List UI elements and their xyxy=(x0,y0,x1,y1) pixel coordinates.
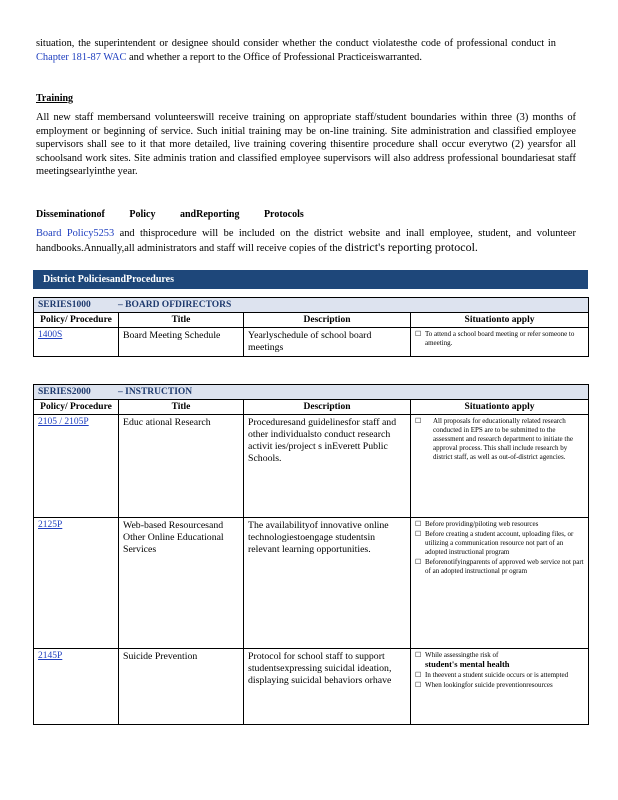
dissemination-heading: Disseminationof Policy andReporting Protocols xyxy=(36,209,304,220)
row-description: The availabilityof innovative online technologiestoengage studentsin relevant learning opportunities. xyxy=(244,518,411,649)
col-title: Title xyxy=(119,400,244,415)
series-code: SERIES2000 xyxy=(38,387,91,397)
bullet-box-icon: ☐ xyxy=(415,651,422,659)
situation-item: ☐ Before providing/piloting web resources xyxy=(415,520,539,528)
bullet-box-icon: ☐ xyxy=(415,520,422,528)
row-title: Suicide Prevention xyxy=(119,649,244,725)
training-heading: Training xyxy=(36,93,74,104)
situation-item: ☐ While assessingthe risk of student's mental health xyxy=(415,651,510,669)
policy-link[interactable]: 2105 / 2105P xyxy=(38,417,89,427)
training-paragraph: All new staff membersand volunteerswill receive training on appropriate staff/student boundaries within three (3) months of employment or beginning of service. Such initial training may be on-line training. Site administration and classified employee supervisors shall see to it that more detailed, live training covering thisentire procedure shall occur everytwo (2) yearsfor all schoolsand work sites. Site adminis tration and classified employee supervisors will also address professional boundariesat staff meetingsearlyinthe year. xyxy=(36,112,576,178)
table-row xyxy=(34,415,589,518)
bullet-box-icon: ☐ xyxy=(415,330,422,338)
policy-link[interactable]: 2145P xyxy=(38,651,63,661)
bullet-box-icon: ☐ xyxy=(415,558,422,566)
situation-item: ☐ Before creating a student account, uploading files, or utilizing a communication resource not part of an adopted instructional program xyxy=(415,530,574,556)
situation-item: ☐ Beforenotifyingparents of approved web service not part of an adopted instructional pr ogram xyxy=(415,558,584,575)
bullet-box-icon: ☐ xyxy=(415,417,422,425)
row-situations xyxy=(411,415,589,518)
series1000-table xyxy=(33,297,589,357)
table-row xyxy=(34,518,589,649)
situation-item: ☐ All proposals for educationally related research conducted in EPS are to be submitted to the assessment and research department to initiate the approval process. This shall include research by district staff, as well as out-of-district agencies. xyxy=(415,417,573,461)
board-policy-link[interactable]: Board Policy5253 xyxy=(36,228,115,239)
column-headers xyxy=(34,400,589,415)
wac-chapter-link[interactable]: Chapter 181-87 WAC xyxy=(36,51,127,63)
intro-text-1: situation, the superintendent or designee should consider whether the conduct violatesthe code of professional conduct in xyxy=(36,38,556,49)
bullet-box-icon: ☐ xyxy=(415,530,422,538)
series-header xyxy=(34,385,589,400)
row-situations xyxy=(411,518,589,649)
col-description: Description xyxy=(244,400,411,415)
policy-link[interactable]: 1400S xyxy=(38,330,63,340)
series2000-table xyxy=(33,384,589,725)
banner-title: District PoliciesandProcedures xyxy=(43,274,174,285)
col-policy: Policy/ Procedure xyxy=(34,313,119,328)
row-description: Protocol for school staff to support studentsexpressing suicidal ideation, displaying suicidal behaviors orhave xyxy=(244,649,411,725)
col-situation: Situationto apply xyxy=(411,400,589,415)
table-row xyxy=(34,328,589,357)
situation-item: ☐ To attend a school board meeting or refer someone to ameeting. xyxy=(415,330,575,347)
intro-text-2: and whether a report to the Office of Professional Practiceiswarranted. xyxy=(126,51,422,63)
row-situations xyxy=(411,328,589,357)
bullet-box-icon: ☐ xyxy=(415,671,422,679)
row-title: Educ ational Research xyxy=(119,415,244,518)
row-title: Board Meeting Schedule xyxy=(119,328,244,357)
series-name: – INSTRUCTION xyxy=(118,387,193,397)
col-description: Description xyxy=(244,313,411,328)
reporting-protocol-text: district's reporting protocol. xyxy=(344,239,478,254)
intro-paragraph xyxy=(36,37,556,64)
series-code: SERIES1000 xyxy=(38,300,91,310)
col-policy: Policy/ Procedure xyxy=(34,400,119,415)
row-situations xyxy=(411,649,589,725)
situation-item: ☐ In theevent a student suicide occurs or is attempted xyxy=(415,671,569,679)
row-title: Web-based Resourcesand Other Online Educational Services xyxy=(119,518,244,649)
col-situation: Situationto apply xyxy=(411,313,589,328)
series-name: – BOARD OFDIRECTORS xyxy=(118,300,232,310)
bullet-box-icon: ☐ xyxy=(415,681,422,689)
row-description: Proceduresand guidelinesfor staff and other individualsto conduct research activit ies/project s inEverett Public Schools. xyxy=(244,415,411,518)
policy-link[interactable]: 2125P xyxy=(38,520,63,530)
series-header xyxy=(34,298,589,313)
dissemination-paragraph xyxy=(36,227,576,255)
col-title: Title xyxy=(119,313,244,328)
column-headers xyxy=(34,313,589,328)
situation-item: ☐ When lookingfor suicide preventionresources xyxy=(415,681,553,689)
row-description: Yearlyschedule of school board meetings xyxy=(244,328,411,357)
policies-banner xyxy=(33,270,588,289)
dissemination-text-1: and thisprocedure will be included on the district website and inall employee, student, and volunteer handbooks.Annually,all administrators and staff will receive copies of the xyxy=(36,228,577,254)
table-row xyxy=(34,649,589,725)
